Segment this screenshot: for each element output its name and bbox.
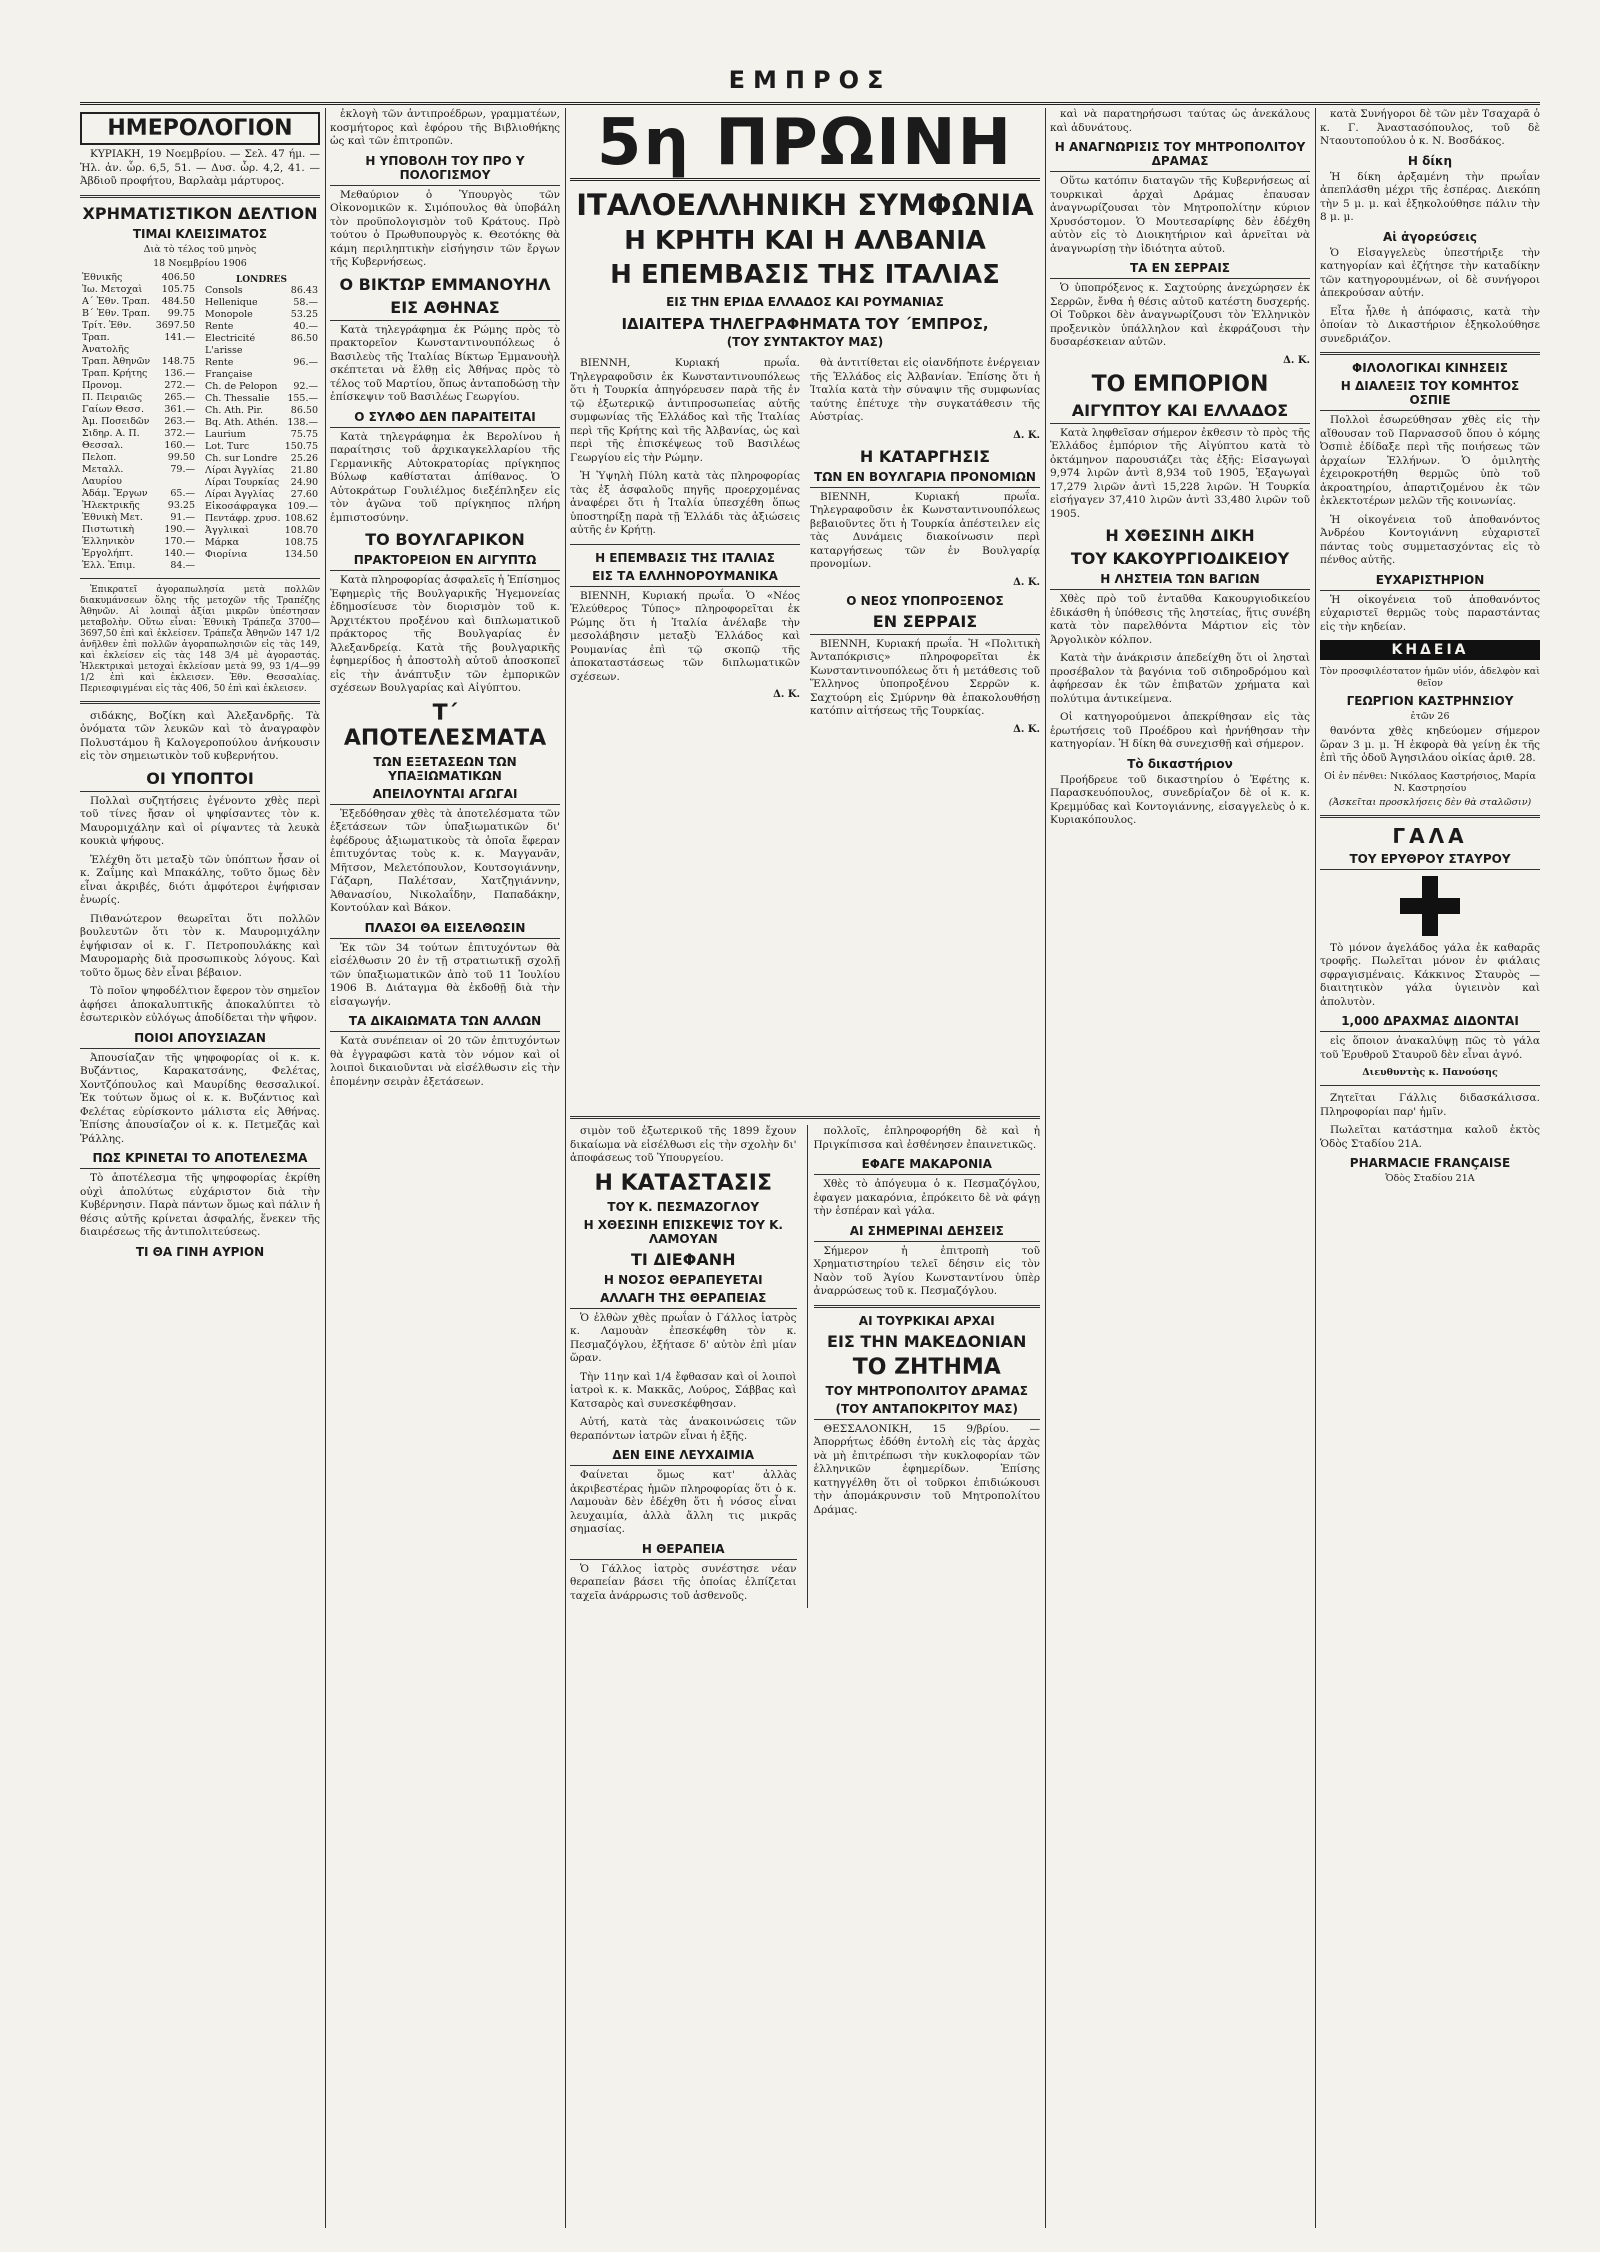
funeral-text2: θανόντα χθὲς κηδεύομεν σήμερον ὥραν 3 μ. μ. Ἡ ἐκφορὰ θὰ γείνῃ ἐκ τῆς ἐπὶ τῆς ὁδοῦ Ἀγησιλάου οἰκίας ἀριθ. 28.: [1320, 725, 1540, 764]
top-text: ἐκλογὴ τῶν ἀντιπροέδρων, γραμματέων, κοσμήτορος καὶ ἐφόρου τῆς Βιβλιοθήκης ὡς καὶ τῶν ἐπιτροπῶν.: [330, 108, 560, 147]
rate-row: [203, 393, 320, 405]
rate-row: [80, 296, 197, 308]
rate-name: Μάρκα: [205, 536, 240, 548]
rate-row: [203, 513, 320, 525]
rate-name: Θεσσαλ.: [82, 439, 124, 451]
turk-sub: ΕΙΣ ΤΗΝ ΜΑΚΕΔΟΝΙΑΝ: [827, 1331, 1027, 1351]
newspaper-title: ΕΜΠΡΟΣ: [728, 66, 892, 94]
wanted-text: Ζητεῖται Γάλλις διδασκάλισσα. Πληροφορίαι παρ' ἡμῖν.: [1320, 1092, 1540, 1118]
epem-sub: ΕΙΣ ΤΑ ΕΛΛΗΝΟΡΟΥΜΑΝΙΚΑ: [570, 569, 800, 587]
rate-row: [80, 272, 197, 284]
lead-right-text: θὰ ἀντιτίθεται εἰς οἱανδήποτε ἐνέργειαν τῆς Ἑλλάδος εἰς Ἀλβανίαν. Ἐπίσης ὅτι ἡ Ἰταλία κατὰ τὴν σύναψιν τῆς συμφωνίας ταύτης ἐπέτυχε τὴν συγκατάθεσιν τῆς Αὐστρίας.: [810, 357, 1040, 423]
rate-name: Hellenique: [205, 296, 258, 308]
milk-title: ΓΑΛΑ: [1392, 823, 1468, 848]
rate-name: Μεταλλ. Λαυρίου: [82, 463, 124, 487]
rate-row: [203, 453, 320, 465]
divider: [1320, 815, 1540, 818]
results-sub: ΤΩΝ ΕΞΕΤΑΣΕΩΝ ΤΩΝ ΥΠΑΞΙΩΜΑΤΙΚΩΝ: [373, 754, 517, 783]
rate-row: [80, 524, 197, 536]
lecture-text: Πολλοὶ ἐσωρεύθησαν χθὲς εἰς τὴν αἴθουσαν τοῦ Παρνασσοῦ ὅπου ὁ κόμης Ὀσπιὲ ἐδίδαξε περὶ τῆς ποιήσεως τῶν ἀρχαίων Ἑλλήνων. Ὁ ὁμιλητὴς ἐχειροκροτήθη θερμῶς ὑπὸ τοῦ ἀκροατηρίου, ἀπαρτιζομένου ἐκ τῶν ἐκλεκτοτέρων μελῶν τῆς κοινωνίας.: [1320, 414, 1540, 507]
rate-name: Laurium: [205, 428, 246, 440]
funeral-age: ἐτῶν 26: [1410, 711, 1450, 722]
rate-row: [203, 357, 320, 381]
rate-name: Προνομ.: [82, 379, 123, 391]
rate-name: Β΄ Ἐθν. Τραπ.: [82, 307, 150, 319]
prosecutor-text: Ὁ Εἰσαγγελεὺς ὑπεστήριξε τὴν κατηγορίαν καὶ ἐζήτησε τὴν καταδίκην τῶν κατηγορουμένων, οἱ δὲ συνήγοροι ἀπεκρούσαν αὐτήν.: [1320, 246, 1540, 299]
funeral-family: Οἱ ἐν πένθει: Νικόλαος Καστρήσιος, Μαρία Ν. Καστρησίου: [1324, 770, 1536, 794]
rate-value: 40.—: [293, 320, 318, 332]
rate-value: 108.75: [284, 536, 318, 548]
lower-b-text: πολλοῖς, ἐπληροφορήθη δὲ καὶ ἡ Πριγκίπισσα καὶ ἐσθένησεν ἐπαινετικῶς.: [813, 1125, 1040, 1151]
results-title: Τ΄ ΑΠΟΤΕΛΕΣΜΑΤΑ: [343, 700, 547, 751]
headline-4: ΕΙΣ ΤΗΝ ΕΡΙΔΑ ΕΛΛΑΔΟΣ ΚΑΙ ΡΟΥΜΑΝΙΑΣ: [666, 295, 944, 309]
rate-row: [203, 441, 320, 453]
divider: [814, 1305, 1041, 1308]
rate-name: Ch. de Pelopon: [205, 380, 278, 392]
prayer-text: Σήμερον ἡ ἐπιτροπὴ τοῦ Χρηματιστηρίου τελεῖ δέησιν εἰς τὸν Ναὸν τοῦ Ἁγίου Κωνσταντίνου ὑπὲρ ἀναρρώσεως τοῦ κ. Πεσμαζόγλου.: [813, 1244, 1040, 1297]
trial-p3: Οἱ κατηγορούμενοι ἀπεκρίθησαν εἰς τὰς ἐρωτήσεις τοῦ Προέδρου καὶ ἠρνήθησαν τὴν κατηγορίαν. Ἡ δίκη θὰ συνεχισθῇ καὶ σήμερον.: [1050, 711, 1310, 750]
column-1: [80, 108, 320, 1262]
who-title: ΠΟΙΟΙ ΑΠΟΥΣΙΑΖΑΝ: [80, 1031, 320, 1049]
rate-name: Ἑλλ. Ἐπιμ.: [82, 559, 136, 571]
rates-left: [80, 272, 197, 572]
rate-row: [80, 416, 197, 428]
rate-name: Τραπ. Κρήτης: [82, 367, 148, 379]
rate-value: 86.50: [290, 404, 318, 416]
edition-hour: 5η ΠΡΩΙΝΗ: [570, 108, 1040, 181]
rate-name: Rente: [205, 320, 234, 332]
top-text: κατὰ Συνήγοροι δὲ τῶν μὲν Τσαχαρᾶ ὁ κ. Γ. Ἀναστασόπουλος, τοῦ δὲ Νταουτοπούλου ὁ κ. Ν. Βοσδάκος.: [1320, 108, 1540, 147]
red-cross-icon: [1400, 876, 1460, 936]
results-text: Ἐξεδόθησαν χθὲς τὰ ἀποτελέσματα τῶν ἐξετάσεων τῶν ὑπαξιωματικῶν δι' ἐφέδρους ἀξιωματικοὺς τὰ ὁποῖα ἔφεραν ἐπιτυχόντας τοὺς κ. κ. Μαγγανᾶν, Μῆτσον, Μελετόπουλον, Κουτσογιάννην, Γάζαρη, Παλέτσαν, Χατζηγιάννην, Ἀθανασίου, Νικολαΐδην, Παπαδάκην, Κοντούλαν καὶ Βάκον.: [330, 807, 560, 914]
thanks-text: Ἡ οἰκογένεια τοῦ ἀποθανόντος εὐχαριστεῖ θερμῶς τοὺς παραστάντας εἰς τὴν κηδείαν.: [1320, 593, 1540, 633]
therapy-title: Η ΘΕΡΑΠΕΙΑ: [570, 1542, 797, 1560]
lower-a-text: σιμὸν τοῦ ἐξωτερικοῦ τῆς 1899 ἔχουν δικαίωμα νὰ εἰσέλθωσι εἰς τὴν σχολὴν δι' ἀποφάσεως τοῦ Ὑπουργείου.: [570, 1125, 797, 1164]
consul-sub: ΕΝ ΣΕΡΡΑΙΣ: [810, 612, 1040, 635]
rate-value: 155.—: [287, 392, 318, 404]
rate-row: [80, 368, 197, 380]
rate-value: 99.50: [167, 451, 195, 463]
bulg-sub: ΠΡΑΚΤΟΡΕΙΟΝ ΕΝ ΑΙΓΥΠΤΩ: [330, 553, 560, 571]
rate-row: [80, 356, 197, 368]
rate-value: 484.50: [161, 295, 195, 307]
rate-name: Πιστωτικὴ: [82, 523, 135, 535]
suspects-p4: Τὸ ποῖον ψηφοδέλτιον ἔφερον τὸν σημεῖον ἀφήσει ἀποκαλυπτικῆς ἀποκαλύπτει τὸ ἐσωτερικὸν εὐλόγως ἀποδίδεται τὴν ψῆφον.: [80, 985, 320, 1024]
abolish-text: ΒΙΕΝΝΗ, Κυριακή πρωΐα. Τηλεγραφοῦσιν ἐκ Κωνσταντινουπόλεως βεβαιοῦντες ὅτι ἡ Τουρκία ἀπέστειλεν εἰς τὰς Δυνάμεις διακοίνωσιν περὶ καταργήσεως τῶν ἐν Βουλγαρίᾳ προνομίων.: [810, 490, 1040, 570]
rate-name: Ch. sur Londre: [205, 452, 278, 464]
rate-value: 263.—: [164, 415, 195, 427]
rate-value: 170.—: [164, 535, 195, 547]
column-rule: [1315, 108, 1316, 2228]
rate-name: Ἠλεκτρικῆς: [82, 499, 140, 511]
top-text: καὶ νὰ παρατηρήσωσι ταύτας ὡς ἀνεκάλους καὶ ἀδυνάτους.: [1050, 108, 1310, 134]
rate-row: [80, 488, 197, 500]
trial-title: Η δίκη: [1407, 153, 1453, 168]
thanks-title: ΕΥΧΑΡΙΣΤΗΡΙΟΝ: [1320, 573, 1540, 591]
rate-value: 86.50: [290, 332, 318, 344]
column-4: [1050, 108, 1310, 833]
signature: Δ. Κ.: [1013, 576, 1040, 588]
signature: Δ. Κ.: [773, 689, 800, 700]
funeral-name: ΓΕΩΡΓΙΟΝ ΚΑΣΤΡΗΝΣΙΟΥ: [1346, 694, 1514, 708]
rate-row: [80, 332, 197, 356]
rate-value: 190.—: [164, 523, 195, 535]
trial-sub: ΤΟΥ ΚΑΚΟΥΡΓΙΟΔΙΚΕΙΟΥ: [1070, 549, 1290, 568]
funeral-text: Τὸν προσφιλέστατον ἡμῶν υἱόν, ἀδελφὸν καὶ θεῖον: [1320, 666, 1540, 689]
rate-row: [80, 440, 197, 452]
rate-value: 108.62: [284, 512, 318, 524]
divider: [80, 701, 320, 704]
rate-row: [80, 380, 197, 392]
state-sub4: Η ΝΟΣΟΣ ΘΕΡΑΠΕΥΕΤΑΙ: [603, 1272, 763, 1287]
signature: Δ. Κ.: [1013, 723, 1040, 735]
pharmacy-title: PHARMACIE FRANÇAISE: [1349, 1156, 1511, 1170]
lead-p1: ΒΙΕΝΝΗ, Κυριακή πρωΐα. Τηλεγραφοῦσιν ἐκ Κωνσταντινουπόλεως ὅτι ἡ Τουρκία ἀπηγόρευσεν παρὰ τῆς ἐν τῷ ἐξωτερικῷ ἀντιπροσωπείας αὐτῆς συμφωνίας τῆς Ἑλλάδος καὶ τῆς Ἰταλίας περὶ τῆς Κρήτης καὶ τῆς Ἀλβανίας, ὡς καὶ περὶ τῆς ἐπισκέψεως τοῦ Βασιλέως Γεωργίου εἰς τὴν Ρώμην.: [570, 357, 800, 464]
rate-name: Consols: [205, 284, 243, 296]
rate-name: Ἑλληνικὸν: [82, 535, 135, 547]
prices-date: 18 Νοεμβρίου 1906: [153, 257, 247, 269]
rate-value: 372.—: [164, 427, 195, 439]
rate-name: Ch. Ath. Pir.: [205, 404, 264, 416]
rate-row: [80, 512, 197, 524]
lower-columns: [570, 1125, 1040, 1608]
rates-table: [80, 272, 320, 572]
rate-row: [80, 284, 197, 296]
divider: [570, 1116, 1040, 1119]
rate-value: 148.75: [161, 355, 195, 367]
prayer-title: ΑΙ ΣΗΜΕΡΙΝΑΙ ΔΕΗΣΕΙΣ: [814, 1224, 1041, 1242]
bulg-title: ΤΟ ΒΟΥΛΓΑΡΙΚΟΝ: [365, 530, 525, 549]
rate-name: Εἰκοσάφραγκα: [205, 500, 277, 512]
drama-title: Η ΑΝΑΓΝΩΡΙΣΙΣ ΤΟΥ ΜΗΤΡΟΠΟΛΙΤΟΥ ΔΡΑΜΑΣ: [1050, 140, 1310, 172]
rate-row: [203, 429, 320, 441]
rate-name: Ἀδάμ. Ἔργων: [82, 487, 148, 499]
notlim-text: Φαίνεται ὅμως κατ' ἀλλὰς ἀκριβεστέρας ἡμῶν πληροφορίας ὅτι ὁ κ. Λαμουὰν δὲν ἐδέχθη ὅτι ἡ νόσος εἶναι λευχαιμία, ἀλλὰ ἄλλη τις μικρᾶς σημασίας.: [570, 1469, 797, 1535]
rate-name: Λίραι Ἀγγλίας: [205, 488, 275, 500]
court-text: Προήδρευε τοῦ δικαστηρίου ὁ Ἐφέτης κ. Παρασκευόπουλος, συνεδρίαζον δὲ οἱ κ. κ. Κρεμμύδας καὶ Κοντογιάννης, εἰσαγγελεὺς ὁ κ. Κυριακόπουλος.: [1050, 773, 1310, 826]
state-p2: Τὴν 11ην καὶ 1/4 ἔφθασαν καὶ οἱ λοιποὶ ἰατροὶ κ. κ. Μακκᾶς, Λούρος, Σάββας καὶ Κατσαρὸς καὶ συνεσκέφθησαν.: [570, 1370, 797, 1410]
exchange-title: ΧΡΗΜΑΤΙΣΤΙΚΟΝ ΔΕΛΤΙΟΝ: [82, 203, 318, 223]
column-rule: [325, 108, 326, 2228]
rate-value: 406.50: [161, 271, 195, 283]
drama-text: Οὕτω κατόπιν διαταγῶν τῆς Κυβερνήσεως αἱ τουρκικαὶ ἀρχαὶ Δράμας ἐπαυσαν ἀναγνωρίζουσαι τὸν Μητροπολίτην κύριον Χρυσόστομον. Ὁ Μουτεσαρίφης δὲν ἐδέχθη αὐτὸν εἰς τὸ Διοικητήριον καὶ ἀρνεῖται νὰ ἀναγνωρίσῃ τὴν ἰδιότητα αὐτοῦ.: [1050, 175, 1310, 255]
rate-row: [203, 405, 320, 417]
rate-row: [203, 549, 320, 561]
turk-title: ΑΙ ΤΟΥΡΚΙΚΑΙ ΑΡΧΑΙ: [858, 1313, 995, 1328]
rate-name: Λίραι Ἀγγλίας: [205, 464, 275, 476]
rate-row: [80, 392, 197, 404]
rate-value: 79.—: [170, 463, 195, 475]
rate-value: 86.43: [290, 284, 318, 296]
milk-text: Τὸ μόνον ἀγελάδος γάλα ἐκ καθαρᾶς τροφῆς. Πωλεῖται μόνον ἐν φιάλαις σφραγισμέναις. Κάκκινος Σταυρὸς — διαιτητικὸν γάλα ὑγιεινὸν καὶ ἀπολυτὸν.: [1320, 941, 1540, 1008]
calendar-title: ΗΜΕΡΟΛΟΓΙΟΝ: [80, 112, 320, 145]
rate-value: 58.—: [293, 296, 318, 308]
rate-value: 160.—: [164, 439, 195, 451]
rate-name: Ἐθνικὴ Μετ.: [82, 511, 143, 523]
lecture-title: Η ΔΙΑΛΕΞΙΣ ΤΟΥ ΚΟΜΗΤΟΣ ΟΣΠΙΕ: [1320, 379, 1540, 411]
rate-name: Monopole: [205, 308, 253, 320]
rate-name: Γαίων Θεσσ.: [82, 403, 144, 415]
state-title: Η ΚΑΤΑΣΤΑΣΙΣ: [594, 1170, 772, 1196]
victor-title: Ο ΒΙΚΤΩΡ ΕΜΜΑΝΟΥΗΛ: [339, 274, 551, 294]
signature: Δ. Κ.: [1013, 429, 1040, 441]
victor-text: Κατὰ τηλεγράφημα ἐκ Ρώμης πρὸς τὸ πρακτορεῖον Κωνσταντινουπόλεως ὁ Βασιλεὺς τῆς Ἰταλίας Βίκτωρ Ἐμμανουὴλ σκέπτεται νὰ ἔλθῃ εἰς Ἀθήνας πρὸς τὸ τέλος τοῦ Μαρτίου, ὅπως ἀνταποδώσῃ τὴν ἐπίσκεψιν τοῦ Βασιλέως Γεωργίου.: [330, 323, 560, 403]
rate-name: Lot. Turc: [205, 440, 250, 452]
rate-value: 27.60: [290, 488, 318, 500]
serres-title: ΤΑ ΕΝ ΣΕΡΡΑΙΣ: [1050, 261, 1310, 279]
rate-row: [203, 417, 320, 429]
rate-name: Π. Πειραιῶς: [82, 391, 143, 403]
column-rule: [565, 108, 566, 2228]
prices-subtitle: Διὰ τὸ τέλος τοῦ μηνὸς: [143, 243, 257, 255]
reward-contact: Διευθυντὴς κ. Πανούσης: [1362, 1067, 1498, 1078]
rate-row: [203, 309, 320, 321]
rate-name: Electricité: [205, 332, 256, 344]
rights-text: Κατὰ συνέπειαν οἱ 20 τῶν ἐπιτυχόντων θὰ ἐγγραφῶσι κατὰ τὸν νόμον καὶ οἱ λοιποὶ δικαιοῦνται νὰ εἰσέλθωσιν εἰς τὴν ἐπομένην σειρὰν ἐξετάσεων.: [330, 1035, 560, 1088]
turk-sub4: (ΤΟΥ ΑΝΤΑΠΟΚΡΙΤΟΥ ΜΑΣ): [814, 1402, 1041, 1420]
who-text: Ἀπουσίαζαν τῆς ψηφοφορίας οἱ κ. κ. Βυζάντιος, Καρακατσάνης, Φελέτας, Χοντζόπουλος καὶ Μαυρίδης θεσσαλικοί. Ἐκ τούτων ὅμως οἱ κ. κ. Βυζάντιος καὶ Φελέτας εὑρίσκοντο μάλιστα εἰς Ἀθήνας. Ἐπίσης ἀπουσίαζον οἱ κ. κ. Πετμεζᾶς καὶ Ῥάλλης.: [80, 1051, 320, 1145]
rate-row: [80, 308, 197, 320]
rate-row: [80, 560, 197, 572]
headline-columns: [570, 357, 1040, 741]
rate-name: Λίραι Τουρκίας: [205, 476, 280, 488]
rate-row: [80, 404, 197, 416]
rate-value: 109.—: [287, 500, 318, 512]
trial-p1: Χθὲς πρὸ τοῦ ἐνταῦθα Κακουργιοδικείου ἐδικάσθη ἡ ὑπόθεσις τῆς ληστείας, ἥτις συνέβη κατὰ τὸν παρελθόντα Μάρτιον εἰς τὸν Ἀργολικὸν κόλπον.: [1050, 593, 1310, 646]
therapy-text: Ὁ Γάλλος ἰατρὸς συνέστησε νέαν θεραπείαν βάσει τῆς ὁποίας ἐλπίζεται ταχεῖα ἀνάρρωσις τοῦ ἀσθενοῦς.: [570, 1562, 797, 1602]
rate-name: Ἀγγλικαὶ: [205, 524, 250, 536]
turk-text: ΘΕΣΣΑΛΟΝΙΚΗ, 15 9/βρίου. — Ἀπορρήτως ἐδόθη ἐντολὴ εἰς τὰς ἀρχὰς νὰ μὴ ἐπιτρέπωσι τὴν κυκλοφορίαν τῶν ἑλληνικῶν ἐφημερίδων. Ἐπίσης κατηγγέλθη ὅτι οἱ τοῦρκοι ἐπιδιώκουσι τὴν ἀπομάκρυνσιν τοῦ Μητροπολίτου Δράμας.: [813, 1422, 1040, 1516]
column-2: [330, 108, 560, 1094]
how-title: ΠΩΣ ΚΡΙΝΕΤΑΙ ΤΟ ΑΠΟΤΕΛΕΣΜΑ: [80, 1151, 320, 1169]
rate-row: [80, 428, 197, 440]
rate-row: [203, 321, 320, 333]
abolish-sub: ΤΩΝ ΕΝ ΒΟΥΛΓΑΡΙΑ ΠΡΟΝΟΜΙΩΝ: [810, 470, 1040, 488]
rate-value: 136.—: [164, 367, 195, 379]
court-title: Τὸ δικαστήριον: [1127, 756, 1233, 771]
column-3: [570, 108, 1040, 741]
rate-name: Τραπ. Ἀθηνῶν: [82, 355, 151, 367]
market-note: Ἐπικρατεῖ ἀγοραπωλησία μετὰ πολλῶν διακυμάνσεων ὅλης τῆς μετοχῶν τῆς Τραπέζης Ἀθηνῶν. Αἱ λοιπαὶ ἀξίαι μικρῶν ὑπέστησαν μεταβολὴν. Οὕτω εἶναι: Ἐθνικὴ Τράπεζα 3700—3697,50 ἐπὶ καὶ ἐκλείσεν. Τράπεζα Ἀθηνῶν 147 1/2 ἀνῆλθεν ἐπὶ πολλῶν ἀγοραπωλησιῶν εἰς τὰς 149, καὶ ἐκλείσεν εἰς τὰς 148 3/4 μὲ ἀγοραστάς. Ἠλεκτρικαὶ μετοχαὶ ἐκλείσαν μετὰ 99, 93 1/4—99 1/2 ἐπὶ καὶ ἐκλεισεν. Ἐθν. Θεσσαλίας. Περιεσφιγμέναι εἰς τὰς 406, 50 ἐπὶ καὶ ἐκλεισεν.: [80, 584, 320, 694]
state-sub3: ΤΙ ΔΙΕΦΑΝΗ: [631, 1249, 736, 1269]
sale-text: Πωλεῖται κατάστημα καλοῦ ἐκτὸς Ὁδὸς Σταδίου 21Α.: [1320, 1124, 1540, 1150]
rate-name: Α΄ Ἐθν. Τραπ.: [82, 295, 150, 307]
rate-row: [80, 320, 197, 332]
rate-name: Σιδηρ. Α. Π.: [82, 427, 140, 439]
rate-name: L'arisse: [205, 344, 243, 356]
rate-value: 75.75: [290, 428, 318, 440]
trade-text: Κατὰ ληφθεῖσαν σήμερον ἐκθεσιν τὸ πρὸς τῆς Ἑλλάδος ἐμπόριον τῆς Αἰγύπτου κατὰ τὸ ὀκτάμηνον παρουσιάζει τὰς ἑξῆς: Εἰσαγωγαὶ 9,974 λιρῶν ἀντὶ 8,934 τοῦ 1905, Ἐξαγωγαὶ 17,279 λιρῶν ἀντὶ 15,228 λιρῶν. Ἡ Τουρκία εἰσήγαγεν 37,410 λιρῶν ἀντὶ 33,480 λιρῶν τοῦ 1905.: [1050, 426, 1310, 520]
rate-name: Τρίτ. Ἐθν.: [82, 319, 132, 331]
tomorrow-title: ΤΙ ΘΑ ΓΙΝΗ ΑΥΡΙΟΝ: [135, 1244, 265, 1259]
epem-title: Η ΕΠΕΜΒΑΣΙΣ ΤΗΣ ΙΤΑΛΙΑΣ: [595, 550, 775, 565]
rate-value: 93.25: [167, 499, 195, 511]
victor-sub: ΕΙΣ ΑΘΗΝΑΣ: [330, 298, 560, 321]
rate-row: [203, 525, 320, 537]
prosecutor-title: Αἱ ἀγορεύσεις: [1383, 229, 1477, 244]
rate-row: [203, 489, 320, 501]
rate-value: 24.90: [290, 476, 318, 488]
lead-text: σιδάκης, Βοζίκη καὶ Ἀλεξανδρῆς. Τὰ ὀνόματα τῶν λευκῶν καὶ τὸ ἀναγραφὸν Πολυστάμου ἢ Καλογεροπούλου ἀνήκουσιν εἰς τὸν σημειωτικὸν τοῦ κυβερνήτου.: [80, 709, 320, 762]
trial-p2: Κατὰ τὴν ἀνάκρισιν ἀπεδείχθη ὅτι οἱ λησταὶ προσέβαλον τὰ βαγόνια τοῦ σιδηροδρόμου καὶ ἀφήρεσαν ἐκ τῶν ἐπιβατῶν χρήματα καὶ πολύτιμα ἀντικείμενα.: [1050, 652, 1310, 705]
column-rule: [1045, 108, 1046, 2228]
trial-sub2: Η ΛΗΣΤΕΙΑ ΤΩΝ ΒΑΓΙΩΝ: [1050, 572, 1310, 590]
rate-value: 3697.50: [155, 319, 195, 331]
masthead: [80, 62, 1540, 105]
telegrams-sub: (ΤΟΥ ΣΥΝΤΑΚΤΟΥ ΜΑΣ): [726, 335, 884, 349]
consul-title: Ο ΝΕΟΣ ΥΠΟΠΡΟΞΕΝΟΣ: [846, 593, 1004, 608]
results-sub2: ΑΠΕΙΛΟΥΝΤΑΙ ΑΓΩΓΑΙ: [330, 787, 560, 805]
rate-name: Ἐργολήπτ.: [82, 547, 134, 559]
trade-title: ΤΟ ΕΜΠΟΡΙΟΝ: [1091, 371, 1269, 397]
rate-row: [203, 345, 320, 357]
rate-value: 91.—: [170, 511, 195, 523]
rate-value: 108.70: [284, 524, 318, 536]
notlim-title: ΔΕΝ ΕΙΝΕ ΛΕΥΧΑΙΜΙΑ: [570, 1448, 797, 1466]
rate-value: 92.—: [293, 380, 318, 392]
consul-text: ΒΙΕΝΝΗ, Κυριακή πρωΐα. Ἡ «Πολιτικὴ Ἀνταπόκρισις» πληροφορεῖται ἐκ Κωνσταντινουπόλεως ὅτι ἡ μετάθεσις τοῦ Ἕλληνος ὑποπροξένου Σερρῶν κ. Σαχτούρη εἰς Σμύρνην θὰ ἐπακολουθήσῃ κατόπιν αἰτήσεως τῆς Τουρκίας.: [810, 637, 1040, 717]
maca-text: Χθὲς τὸ ἀπόγευμα ὁ κ. Πεσμαζόγλου, ἐφαγεν μακαρόνια, ἐπρόκειτο δὲ νὰ φάγῃ τὴν ἑσπέραν καὶ γάλα.: [813, 1178, 1040, 1217]
trial-title: Η ΧΘΕΣΙΝΗ ΔΙΚΗ: [1105, 526, 1255, 545]
rate-name: Πελοπ.: [82, 451, 117, 463]
rate-value: 361.—: [164, 403, 195, 415]
rate-value: 84.—: [170, 559, 195, 571]
state-sub5: ΑΛΛΑΓΗ ΤΗΣ ΘΕΡΑΠΕΙΑΣ: [570, 1291, 797, 1309]
rate-value: 272.—: [164, 379, 195, 391]
divider: [570, 544, 800, 545]
rate-row: [80, 452, 197, 464]
abolish-title: Η ΚΑΤΑΡΓΗΣΙΣ: [859, 446, 991, 466]
state-p1: Ὁ ἐλθὼν χθὲς πρωΐαν ὁ Γάλλος ἰατρὸς κ. Λαμουὰν ἐπεσκέφθη τὸν κ. Πεσμαζόγλου, ἐξήτασε δ' αὐτὸν ἐπὶ μίαν ὥραν.: [570, 1311, 797, 1364]
rate-value: 138.—: [287, 416, 318, 428]
serres-text: Ὁ ὑποπρόξενος κ. Σαχτούρης ἀνεχώρησεν ἐκ Σερρῶν, ἔνθα ἡ θέσις αὐτοῦ κατέστη δυσχερής. Οἱ Τοῦρκοι δὲν ἀναγνωρίζουσι τὸν Ἑλληνικὸν προξενικὸν ὑπάλληλον καὶ ἐκφράζουσι τὴν δυσαρέσκειαν αὐτῶν.: [1050, 282, 1310, 348]
resign-text: Μεθαύριον ὁ Ὑπουργὸς τῶν Οἰκονομικῶν κ. Σιμόπουλος θὰ ὑποβάλη τὸν προϋπολογισμὸν τοῦ Κράτους. Πρὸ τούτου ὁ Πρωθυπουργὸς κ. Θεοτόκης θὰ κάμη περιληπτικὴν εἰσήγησιν τῶν ἔργων τῆς Κυβερνήσεως.: [330, 188, 560, 268]
rate-row: [203, 465, 320, 477]
suspects-p3: Πιθανώτερον θεωρεῖται ὅτι πολλῶν βουλευτῶν ὅτι τὸν κ. Μαυρομιχάλην ἐψήφισαν οἱ κ. Γ. Πετροπουλάκης καὶ Μαυρομαρὴς διὰ προσωπικοὺς λόγους. Καὶ τοῦτο ὅμως δὲν εἶναι βέβαιον.: [80, 912, 320, 979]
rate-value: 141.—: [164, 331, 195, 343]
rates-right: [203, 285, 320, 561]
divider: [1320, 352, 1540, 355]
rate-name: Τραπ. Ἀνατολῆς: [82, 331, 130, 355]
column-5: [1320, 108, 1540, 1187]
headline-3: Η ΕΠΕΜΒΑΣΙΣ ΤΗΣ ΙΤΑΛΙΑΣ: [610, 260, 1000, 290]
state-sub2: Η ΧΘΕΣΙΝΗ ΕΠΙΣΚΕΨΙΣ ΤΟΥ Κ. ΛΑΜΟΥΑΝ: [583, 1217, 783, 1246]
milk-sub: ΤΟΥ ΕΡΥΘΡΟΥ ΣΤΑΥΡΟΥ: [1320, 852, 1540, 870]
rate-row: [203, 477, 320, 489]
rights-title: ΤΑ ΔΙΚΑΙΩΜΑΤΑ ΤΩΝ ΑΛΛΩΝ: [330, 1014, 560, 1032]
how-many-text: Ἐκ τῶν 34 τούτων ἐπιτυχόντων θὰ εἰσέλθωσιν 20 ἐν τῇ στρατιωτικῇ σχολῇ τῶν ὑπαξιωματικῶν ἀπὸ τοῦ 11 Ἰουλίου 1906 Β. Διάταγμα θὰ ἐκδοθῇ διὰ τὴν εἰσαγωγήν.: [330, 941, 560, 1008]
rate-name: Ἰω. Μετοχαὶ: [82, 283, 143, 295]
how-many-title: ΠΛΑΣΟΙ ΘΑ ΕΙΣΕΛΘΩΣΙΝ: [330, 921, 560, 939]
headline-2: Η ΚΡΗΤΗ ΚΑΙ Η ΑΛΒΑΝΙΑ: [624, 226, 986, 256]
rate-name: Bq. Ath. Athén.: [205, 416, 279, 428]
state-sub: ΤΟΥ Κ. ΠΕΣΜΑΖΟΓΛΟΥ: [607, 1199, 760, 1214]
how-text: Τὸ ἀποτέλεσμα τῆς ψηφοφορίας ἐκρίθη οὐχὶ ἀπολύτως εὐχάριστον διὰ τὴν Κυβέρνησιν. Παρὰ πάντων ὅμως καὶ πάλιν ἡ θέσις αὐτῆς κρίνεται ἀσφαλής, ἕνεκεν τῆς διαιρέσεως τῆς ἀντιπολιτεύσεως.: [80, 1172, 320, 1238]
rate-name: Ἐθνικῆς: [82, 271, 123, 283]
divider: [1320, 1085, 1540, 1086]
funeral-banner: ΚΗΔΕΙΑ: [1320, 640, 1540, 660]
rate-row: [203, 381, 320, 393]
rate-value: [283, 345, 320, 357]
turk-sub3: ΤΟΥ ΜΗΤΡΟΠΟΛΙΤΟΥ ΔΡΑΜΑΣ: [825, 1383, 1028, 1398]
turk-sub2: ΤΟ ΖΗΤΗΜΑ: [852, 1354, 1001, 1380]
rate-value: 53.25: [290, 308, 318, 320]
divider: [80, 195, 320, 198]
rate-row: [80, 548, 197, 560]
state-p3: Αὐτή, κατὰ τὰς ἀνακοινώσεις τῶν θεραπόντων ἰατρῶν εἶναι ἡ ἑξῆς.: [570, 1416, 797, 1442]
epem-text: ΒΙΕΝΝΗ, Κυριακή πρωΐα. Ὁ «Νέος Ἐλεύθερος Τύπος» πληροφορεῖται ἐκ Ρώμης ὅτι ἡ Ἰταλία ἀνέλαβε τὴν μεσολάβησιν μεταξὺ Ἑλλάδος καὶ Ρουμανίας ἐπὶ τῷ σκοπῷ τῆς ἀποκαταστάσεως τῶν διπλωματικῶν σχέσεων.: [570, 589, 800, 683]
prices-title: ΤΙΜΑΙ ΚΛΕΙΣΙΜΑΤΟΣ: [132, 226, 268, 241]
verdict-text: Εἶτα ἦλθε ἡ ἀπόφασις, κατὰ τὴν ὁποίαν τὸ Δικαστήριον ἐξηκολούθησε συνεδριάζον.: [1320, 305, 1540, 345]
rate-row: [80, 500, 197, 512]
rate-row: [80, 464, 197, 488]
headline-1: ΙΤΑΛΟΕΛΛΗΝΙΚΗ ΣΥΜΦΩΝΙΑ: [576, 188, 1034, 222]
philo-title: ΦΙΛΟΛΟΓΙΚΑΙ ΚΙΝΗΣΕΙΣ: [1352, 361, 1508, 375]
reward-title: 1,000 ΔΡΑΧΜΑΣ ΔΙΔΟΝΤΑΙ: [1320, 1014, 1540, 1032]
rate-row: [203, 537, 320, 549]
maca-title: ΕΦΑΓΕ ΜΑΚΑΡΟΝΙΑ: [814, 1157, 1041, 1175]
rate-value: 65.—: [170, 487, 195, 499]
calendar-text: ΚΥΡΙΑΚΗ, 19 Νοεμβρίου. — Σελ. 47 ήμ. — Ἡλ. ἀν. ὧρ. 6,5, 51. — Δυσ. ὧρ. 4,2, 41. — Ἀβδιοῦ προφήτου, Βαρλαὰμ μάρτυρος.: [80, 148, 320, 187]
rate-value: 99.75: [167, 307, 195, 319]
signature: Δ. Κ.: [1283, 354, 1310, 366]
zulf-title: Ο ΣΥΛΦΟ ΔΕΝ ΠΑΡΑΙΤΕΙΤΑΙ: [330, 410, 560, 428]
rate-value: 134.50: [284, 548, 318, 560]
london-label: LONDRES: [235, 274, 288, 285]
rate-value: 140.—: [164, 547, 195, 559]
rate-name: Φιορίνια: [205, 548, 248, 560]
rate-row: [203, 285, 320, 297]
rate-row: [203, 297, 320, 309]
rate-value: 96.—: [293, 356, 318, 368]
suspects-p1: Πολλαὶ συζητήσεις ἐγένοντο χθὲς περὶ τοῦ τίνες ἤσαν οἱ ψηφίσαντες τὸν κ. Μαυρομιχάλην καὶ οἱ ρίψαντες τὰ λευκὰ κουκιὰ ψήφους.: [80, 794, 320, 847]
rate-name: Πεντάφρ. χρυσ.: [205, 512, 281, 524]
trade-sub: ΑΙΓΥΠΤΟΥ ΚΑΙ ΕΛΛΑΔΟΣ: [1050, 401, 1310, 424]
telegrams-title: ΙΔΙΑΙΤΕΡΑ ΤΗΛΕΓΡΑΦΗΜΑΤΑ ΤΟΥ ΄ΕΜΠΡΟΣ,: [621, 315, 989, 333]
zulf-text: Κατὰ τηλεγράφημα ἐκ Βερολίνου ἡ παραίτησις τοῦ ἀρχικαγκελλαρίου τῆς Γερμανικῆς Αὐτοκρατορίας πρίγκηπος Βύλωφ καθίσταται ἀπίθανος. Ὁ Αὐτοκράτωρ Γουλιέλμος διεξέπληξεν εἰς τὸν ἀγῶνα τοῦ πρίγκηπος πλήρη ἐμπιστοσύνην.: [330, 430, 560, 524]
suspects-p2: Ἐλέχθη ὅτι μεταξὺ τῶν ὑπόπτων ἦσαν οἱ κ. Ζαΐμης καὶ Μπακάλης, τοῦτο ὅμως δὲν εἶναι ἀκριβές, διότι ἀμφότεροι ἐψήφισαν ἐνωρίς.: [80, 853, 320, 906]
rate-row: [203, 501, 320, 513]
divider: [80, 578, 320, 579]
bulg-text: Κατὰ πληροφορίας ἀσφαλεῖς ἡ Ἐπίσημος Ἐφημερὶς τῆς Βουλγαρικῆς Ἠγεμονείας ἐδημοσίευσε τὸν διορισμὸν τοῦ κ. Ἀρχιτέκτου προξένου καὶ διπλωματικοῦ πράκτορος τῆς Βουλγαρίας ἐν Ἀλεξανδρείᾳ. Κατὰ τῆς βουλγαρικῆς ἐφημερίδος ἡ ἀποστολὴ αὐτοῦ ἀποσκοπεῖ εἰς τὴν ἀνάπτυξιν τῶν ἐμπορικῶν σχέσεων Βουλγαρίας καὶ Αἰγύπτου.: [330, 574, 560, 694]
lower-middle: [570, 1110, 1040, 1608]
rate-value: 265.—: [164, 391, 195, 403]
lead-p2: Ἡ Ὑψηλὴ Πύλη κατὰ τὰς πληροφορίας τὰς ἐξ ἀσφαλοῦς πηγῆς προερχομένας ἀναφέρει ὅτι ἡ Ἰταλία ὑπεσχέθη ὅπως ὑποστηρίξῃ παρὰ τῇ Ἑλλάδι τὰς ἀξιώσεις αὐτῆς ἐν Κρήτῃ.: [570, 470, 800, 536]
funeral-note: (Ἀσκεῖται προσκλήσεις δὲν θὰ σταλῶσιν): [1328, 796, 1532, 808]
reward-text: εἰς ὅποιον ἀνακαλύψῃ πῶς τὸ γάλα τοῦ Ἐρυθροῦ Σταυροῦ δὲν εἶναι ἁγνό.: [1320, 1035, 1540, 1061]
rate-name: Ch. Thessalie: [205, 392, 270, 404]
rate-row: [80, 536, 197, 548]
resign-title: Η ΥΠΟΒΟΛΗ ΤΟΥ ΠΡΟ Υ ΠΟΛΟΓΙΣΜΟΥ: [330, 154, 560, 186]
rate-row: [203, 333, 320, 345]
suspects-title: ΟΙ ΥΠΟΠΤΟΙ: [80, 769, 320, 792]
rate-name: Ἀμ. Ποσειδῶν: [82, 415, 150, 427]
rate-value: 25.26: [290, 452, 318, 464]
trial-text: Ἡ δίκη ἀρξαμένη τὴν πρωΐαν ἀπεπλάσθη μέχρι τῆς ἑσπέρας. Διεκόπη τὴν 5 μ. μ. καὶ ἐξηκολούθησε πάλιν τὴν 8 μ. μ.: [1320, 170, 1540, 223]
pharmacy-text: Ὁδὸς Σταδίου 21Α: [1385, 1173, 1475, 1184]
rate-name: Rente Française: [205, 356, 253, 380]
rate-value: 105.75: [161, 283, 195, 295]
rate-value: 21.80: [290, 464, 318, 476]
lecture-text2: Ἡ οἰκογένεια τοῦ ἀποθανόντος Ἀνδρέου Κοντογιάννη εὐχαριστεῖ πάντας τοὺς συμμετασχόντας εἰς τὸ πένθος αὐτῆς.: [1320, 513, 1540, 566]
rate-value: 150.75: [284, 440, 318, 452]
